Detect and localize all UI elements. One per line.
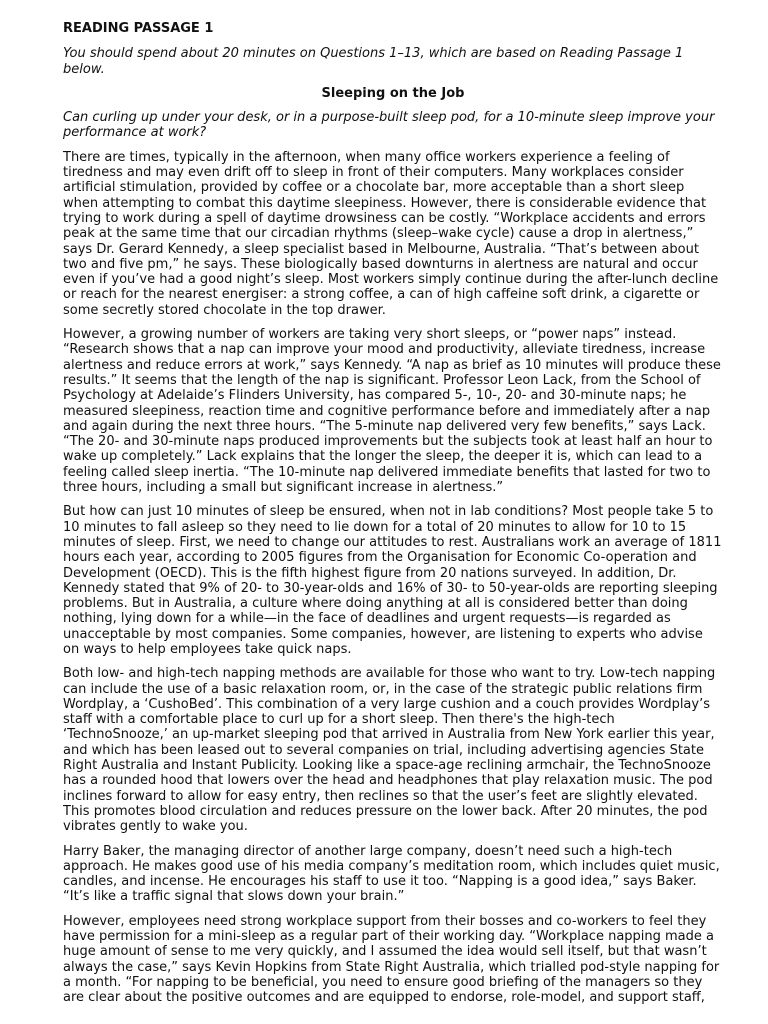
paragraph-4: Both low- and high-tech napping methods are available for those who want to try. Low-tech napping can include the use of a basic relaxation room, or, in the case of the strategic public relations firm Wordplay, a ‘CushoBed’. This combination of a very large cushion and a couch provides Wordplay’s staff with a comfortable place to curl up for a short sleep. Then there's the high-tech ‘TechnoSnooze,’ an up-market sleeping pod that arrived in Australia from New York earlier this year, and which has been leased out to several companies on trial, including advertising agencies State Right Australia and Instant Publicity. Looking like a space-age reclining armchair, the TechnoSnooze has a rounded hood that lowers over the head and headphones that play relaxation music. The pod inclines forward to allow for easy entry, then reclines so that the user’s feet are slightly elevated. This promotes blood circulation and reduces pressure on the lower back. After 20 minutes, the pod vibrates gently to wake you. [63,666,716,835]
paragraph-5: Harry Baker, the managing director of another large company, doesn’t need such a high-tech approach. He makes good use of his media company’s meditation room, which includes quiet music, candles, and incense. He encourages his staff to use it too. “Napping is a good idea,” says Baker. “It’s like a traffic signal that slows down your brain.” [63,843,720,905]
passage-heading: READING PASSAGE 1 [63,21,214,36]
passage-subtitle: Can curling up under your desk, or in a purpose-built sleep pod, for a 10-minute sleep improve your performance at work? [63,110,715,141]
paragraph-3: But how can just 10 minutes of sleep be ensured, when not in lab conditions? Most people take 5 to 10 minutes to fall asleep so they need to lie down for a total of 20 minutes to allow for 10 to 15 minutes of sleep. First, we need to change our attitudes to rest. Australians work an average of 1811 hours each year, according to 2005 figures from the Organisation for Economic Co-operation and Development (OECD). This is the fifth highest figure from 20 nations surveyed. In addition, Dr. Kennedy stated that 9% of 20- to 30-year-olds and 16% of 30- to 50-year-olds are reporting sleeping problems. But in Australia, a culture where doing anything at all is considered better than doing nothing, lying down for a while—in the face of deadlines and urgent requests—is regarded as unacceptable by most companies. Some companies, however, are listening to experts who advise on ways to help employees take quick naps. [63,504,722,657]
paragraph-2: However, a growing number of workers are taking very short sleeps, or “power naps” instead. “Research shows that a nap can improve your mood and productivity, alleviate tiredness, increase alertness and reduce errors at work,” says Kennedy. “A nap as brief as 10 minutes will produce these results.” It seems that the length of the nap is significant. Professor Leon Lack, from the School of Psychology at Adelaide’s Flinders University, has compared 5-, 10-, 20- and 30-minute naps; he measured sleepiness, reaction time and cognitive performance before and immediately after a nap and again during the next three hours. “The 5-minute nap delivered very few benefits,” says Lack. “The 20- and 30-minute naps produced improvements but the subjects took at least half an hour to wake up completely.” Lack explains that the longer the sleep, the deeper it is, which can lead to a feeling called sleep inertia. “The 10-minute nap delivered immediate benefits that lasted for two to three hours, including a small but significant increase in alertness.” [63,327,721,496]
paragraph-1: There are times, typically in the afternoon, when many office workers experience a feeling of tiredness and may even drift off to sleep in front of their computers. Many workplaces consider artificial stimulation, provided by coffee or a chocolate bar, more acceptable than a short sleep when attempting to combat this daytime sleepiness. However, there is considerable evidence that trying to work during a spell of daytime drowsiness can be costly. “Workplace accidents and errors peak at the same time that our circadian rhythms (sleep–wake cycle) cause a drop in alertness,” says Dr. Gerard Kennedy, a sleep specialist based in Melbourne, Australia. “That’s between about two and five pm,” he says. These biologically based downturns in alertness are natural and occur even if you’ve had a good night’s sleep. Most workers simply continue during the after-lunch decline or reach for the nearest energiser: a strong coffee, a can of high caffeine soft drink, a cigarette or some secretly stored chocolate in the top drawer. [63,149,719,318]
paragraph-6: However, employees need strong workplace support from their bosses and co-workers to feel they have permission for a mini-sleep as a regular part of their working day. “Workplace napping made a huge amount of sense to me very quickly, and I assumed the idea would sell itself, but that wasn’t always the case,” says Kevin Hopkins from State Right Australia, which trialled pod-style napping for a month. “For napping to be beneficial, you need to ensure good briefing of the managers so they are clear about the positive outcomes and are equipped to endorse, role-model, and support staff, [63,913,720,1006]
passage-instructions: You should spend about 20 minutes on Questions 1–13, which are based on Reading Passage 1 below. [63,46,684,77]
passage-title: Sleeping on the Job [321,85,465,101]
reading-passage [63,21,723,1015]
